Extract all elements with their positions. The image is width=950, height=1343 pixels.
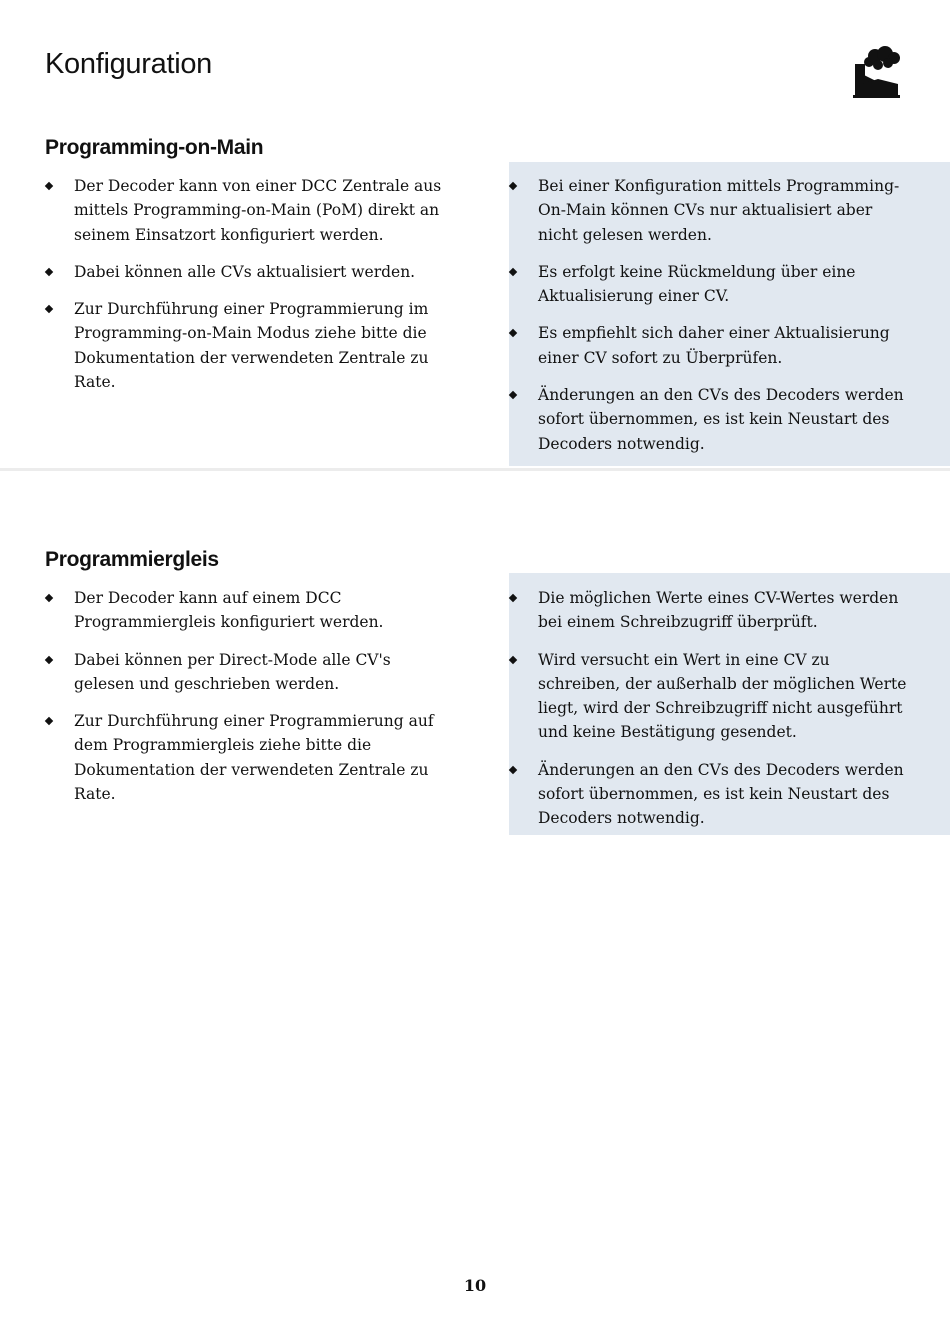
diamond-bullet-icon: [509, 268, 517, 276]
page-title: Konfiguration: [45, 48, 212, 80]
bullet-list: [509, 586, 950, 831]
list-item: [509, 321, 910, 370]
list-item: [509, 174, 910, 247]
diamond-bullet-icon: [509, 182, 517, 190]
list-item-text: Der Decoder kann von einer DCC Zentrale aus mittels Programming-on-Main (PoM) direkt an seinem Einsatzort konfiguriert werden.: [74, 177, 442, 244]
list-item-text: Wird versucht ein Wert in eine CV zu schreiben, der außerhalb der möglichen Werte liegt, wird der Schreibzugriff nicht ausgeführt und keine Bestätigung gesendet.: [538, 650, 907, 742]
diamond-bullet-icon: [45, 655, 53, 663]
diamond-bullet-icon: [45, 717, 53, 725]
diamond-bullet-icon: [45, 182, 53, 190]
diamond-bullet-icon: [509, 391, 517, 399]
page-number: 10: [463, 1276, 487, 1295]
section-programming-on-main: [0, 128, 950, 471]
diamond-bullet-icon: [509, 329, 517, 337]
list-item-text: Bei einer Konfiguration mittels Programming-On-Main können CVs nur aktualisiert aber nicht gelesen werden.: [538, 177, 900, 244]
list-item: [45, 709, 445, 806]
list-item: [45, 648, 445, 697]
left-column: [45, 174, 445, 407]
list-item: [509, 586, 910, 635]
list-item-text: Dabei können per Direct-Mode alle CV's gelesen und geschrieben werden.: [74, 650, 391, 693]
list-item-text: Änderungen an den CVs des Decoders werden sofort übernommen, es ist kein Neustart des Decoders notwendig.: [538, 386, 904, 453]
list-item: [45, 586, 445, 635]
list-item-text: Zur Durchführung einer Programmierung im Programming-on-Main Modus ziehe bitte die Dokumentation der verwendeten Zentrale zu Rate.: [74, 300, 429, 392]
list-item-text: Die möglichen Werte eines CV-Wertes werden bei einem Schreibzugriff überprüft.: [538, 589, 899, 632]
section-heading: Programming-on-Main: [45, 136, 264, 159]
diamond-bullet-icon: [45, 268, 53, 276]
diamond-bullet-icon: [509, 594, 517, 602]
list-item-text: Es empfiehlt sich daher einer Aktualisierung einer CV sofort zu Überprüfen.: [538, 324, 890, 367]
list-item-text: Änderungen an den CVs des Decoders werden sofort übernommen, es ist kein Neustart des Decoders notwendig.: [538, 760, 904, 828]
left-column: [45, 586, 445, 819]
info-callout: [509, 162, 950, 466]
list-item: [509, 260, 910, 309]
list-item: [509, 383, 910, 456]
diamond-bullet-icon: [45, 305, 53, 313]
section-heading: Programmiergleis: [45, 548, 219, 571]
bullet-list: [45, 174, 445, 394]
info-callout: [509, 573, 950, 835]
list-item-text: Es erfolgt keine Rückmeldung über eine Aktualisierung einer CV.: [538, 262, 856, 306]
bullet-list: [509, 174, 950, 456]
list-item-text: Dabei können alle CVs aktualisiert werden.: [74, 262, 416, 281]
section-programmiergleis: [0, 540, 950, 840]
list-item: [45, 260, 445, 284]
factory-icon: [852, 44, 902, 100]
list-item: [509, 648, 910, 745]
list-item-text: Zur Durchführung einer Programmierung auf dem Programmiergleis ziehe bitte die Dokumentation der verwendeten Zentrale zu Rate.: [74, 712, 434, 804]
bullet-list: [45, 586, 445, 806]
diamond-bullet-icon: [509, 655, 517, 663]
diamond-bullet-icon: [45, 594, 53, 602]
list-item: [509, 758, 910, 831]
diamond-bullet-icon: [509, 766, 517, 774]
list-item: [45, 174, 445, 247]
list-item: [45, 297, 445, 394]
list-item-text: Der Decoder kann auf einem DCC Programmiergleis konfiguriert werden.: [74, 589, 384, 632]
